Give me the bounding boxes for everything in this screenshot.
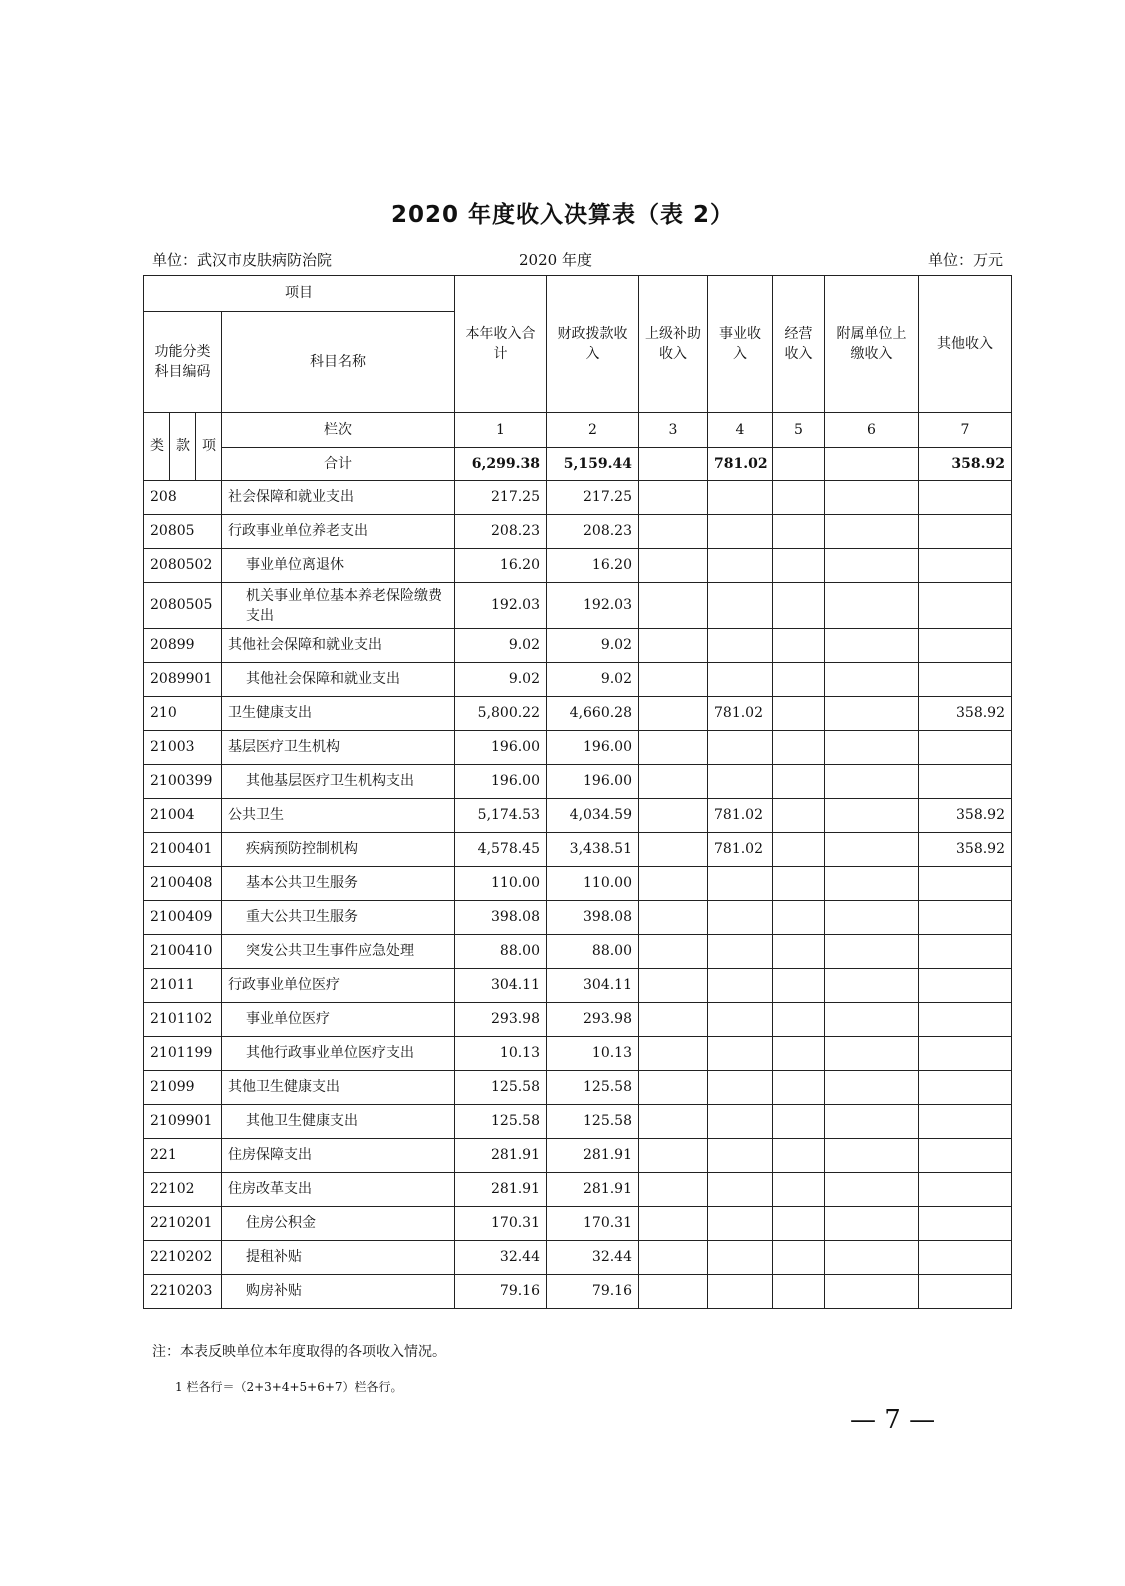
amount-cell: [919, 583, 1012, 629]
amount-cell: [825, 1105, 919, 1139]
amount-cell: [708, 1241, 773, 1275]
table-row: [144, 1105, 1012, 1139]
amount-cell: [708, 935, 773, 969]
amount-cell: [773, 583, 825, 629]
amount-cell: 281.91: [547, 1173, 639, 1207]
function-code: 2109901: [144, 1105, 222, 1139]
total-cell: [773, 448, 825, 481]
function-code: 20805: [144, 515, 222, 549]
function-code: 2080502: [144, 549, 222, 583]
amount-cell: 192.03: [547, 583, 639, 629]
amount-cell: 125.58: [455, 1071, 547, 1105]
col-number: 4: [708, 413, 773, 448]
unit-name: 单位：武汉市皮肤病防治院: [152, 251, 333, 269]
amount-cell: [919, 549, 1012, 583]
amount-cell: 196.00: [547, 731, 639, 765]
table-row: [144, 731, 1012, 765]
col-number: 6: [825, 413, 919, 448]
amount-cell: 16.20: [455, 549, 547, 583]
amount-cell: 88.00: [547, 935, 639, 969]
amount-cell: 32.44: [547, 1241, 639, 1275]
amount-cell: 304.11: [547, 969, 639, 1003]
amount-cell: [773, 1207, 825, 1241]
subject-name: 卫生健康支出: [222, 697, 455, 731]
function-code: 2100410: [144, 935, 222, 969]
amount-cell: 125.58: [547, 1105, 639, 1139]
function-code: 210: [144, 697, 222, 731]
amount-cell: 10.13: [547, 1037, 639, 1071]
header-col-3: 上级补助收入: [639, 276, 708, 413]
subject-name: 住房改革支出: [222, 1173, 455, 1207]
amount-cell: 32.44: [455, 1241, 547, 1275]
amount-cell: 170.31: [455, 1207, 547, 1241]
table-row: [144, 1173, 1012, 1207]
amount-cell: [773, 1139, 825, 1173]
amount-cell: 110.00: [547, 867, 639, 901]
amount-cell: [639, 833, 708, 867]
subject-name: 突发公共卫生事件应急处理: [222, 935, 455, 969]
amount-cell: [919, 1207, 1012, 1241]
amount-cell: [919, 1275, 1012, 1309]
amount-cell: [825, 969, 919, 1003]
amount-cell: 304.11: [455, 969, 547, 1003]
subject-name: 公共卫生: [222, 799, 455, 833]
amount-cell: [919, 515, 1012, 549]
amount-cell: [773, 1105, 825, 1139]
amount-cell: [919, 629, 1012, 663]
table-row: [144, 901, 1012, 935]
table-row: [144, 867, 1012, 901]
table-row: [144, 515, 1012, 549]
header-project: 项目: [144, 276, 455, 312]
header-col-7: 其他收入: [919, 276, 1012, 413]
amount-cell: 88.00: [455, 935, 547, 969]
amount-cell: [708, 867, 773, 901]
amount-cell: [639, 629, 708, 663]
currency-unit: 单位：万元: [928, 251, 1004, 269]
amount-cell: 16.20: [547, 549, 639, 583]
amount-cell: 4,034.59: [547, 799, 639, 833]
amount-cell: [919, 1003, 1012, 1037]
amount-cell: 9.02: [455, 663, 547, 697]
subject-name: 其他社会保障和就业支出: [222, 663, 455, 697]
amount-cell: 10.13: [455, 1037, 547, 1071]
amount-cell: 293.98: [547, 1003, 639, 1037]
total-label: 合计: [222, 448, 455, 481]
amount-cell: [919, 1173, 1012, 1207]
amount-cell: [639, 481, 708, 515]
col-number: 2: [547, 413, 639, 448]
table-row: [144, 799, 1012, 833]
table-row: [144, 1207, 1012, 1241]
table-row: [144, 629, 1012, 663]
amount-cell: [708, 969, 773, 1003]
amount-cell: 192.03: [455, 583, 547, 629]
amount-cell: [639, 663, 708, 697]
amount-cell: 398.08: [547, 901, 639, 935]
amount-cell: [708, 1071, 773, 1105]
amount-cell: [919, 935, 1012, 969]
amount-cell: [825, 481, 919, 515]
amount-cell: 5,174.53: [455, 799, 547, 833]
amount-cell: [639, 1003, 708, 1037]
header-col-2: 财政拨款收入: [547, 276, 639, 413]
amount-cell: [773, 935, 825, 969]
amount-cell: [825, 549, 919, 583]
amount-cell: [919, 867, 1012, 901]
amount-cell: [708, 1275, 773, 1309]
table-row: [144, 663, 1012, 697]
amount-cell: 9.02: [455, 629, 547, 663]
amount-cell: [919, 663, 1012, 697]
amount-cell: 358.92: [919, 697, 1012, 731]
amount-cell: 281.91: [455, 1173, 547, 1207]
amount-cell: [825, 697, 919, 731]
table-row: [144, 935, 1012, 969]
amount-cell: [773, 629, 825, 663]
amount-cell: [825, 1071, 919, 1105]
amount-cell: [639, 1207, 708, 1241]
function-code: 221: [144, 1139, 222, 1173]
header-col-6: 附属单位上缴收入: [825, 276, 919, 413]
amount-cell: [825, 799, 919, 833]
function-code: 2100401: [144, 833, 222, 867]
amount-cell: [919, 1105, 1012, 1139]
subject-name: 事业单位医疗: [222, 1003, 455, 1037]
subject-name: 机关事业单位基本养老保险缴费支出: [222, 583, 455, 629]
col-number: 7: [919, 413, 1012, 448]
income-table: [143, 275, 1012, 1309]
amount-cell: [773, 663, 825, 697]
amount-cell: [825, 1275, 919, 1309]
amount-cell: [773, 901, 825, 935]
amount-cell: [773, 1037, 825, 1071]
function-code: 21003: [144, 731, 222, 765]
amount-cell: [639, 799, 708, 833]
header-subject-name: 科目名称: [222, 312, 455, 413]
amount-cell: 781.02: [708, 833, 773, 867]
amount-cell: [773, 799, 825, 833]
col-number: 3: [639, 413, 708, 448]
amount-cell: [708, 1105, 773, 1139]
amount-cell: [773, 969, 825, 1003]
function-code: 2101199: [144, 1037, 222, 1071]
amount-cell: 170.31: [547, 1207, 639, 1241]
amount-cell: 5,800.22: [455, 697, 547, 731]
amount-cell: [825, 629, 919, 663]
subject-name: 购房补贴: [222, 1275, 455, 1309]
amount-cell: [773, 765, 825, 799]
table-formula-note: 1 栏各行＝（2+3+4+5+6+7）栏各行。: [175, 1380, 403, 1394]
amount-cell: [639, 1139, 708, 1173]
amount-cell: [708, 515, 773, 549]
total-cell: 358.92: [919, 448, 1012, 481]
amount-cell: [773, 1071, 825, 1105]
amount-cell: [708, 663, 773, 697]
total-cell: 781.02: [708, 448, 773, 481]
amount-cell: 3,438.51: [547, 833, 639, 867]
col-number: 5: [773, 413, 825, 448]
amount-cell: [639, 867, 708, 901]
total-cell: 5,159.44: [547, 448, 639, 481]
table-row: [144, 481, 1012, 515]
amount-cell: [825, 765, 919, 799]
subject-name: 行政事业单位医疗: [222, 969, 455, 1003]
fiscal-year: 2020 年度: [519, 251, 592, 269]
amount-cell: 4,660.28: [547, 697, 639, 731]
amount-cell: [773, 515, 825, 549]
amount-cell: [773, 1275, 825, 1309]
amount-cell: [708, 1207, 773, 1241]
subject-name: 其他行政事业单位医疗支出: [222, 1037, 455, 1071]
amount-cell: 79.16: [547, 1275, 639, 1309]
table-row: [144, 583, 1012, 629]
table-row: [144, 549, 1012, 583]
table-row: [144, 1139, 1012, 1173]
total-cell: 6,299.38: [455, 448, 547, 481]
amount-cell: 79.16: [455, 1275, 547, 1309]
subject-name: 重大公共卫生服务: [222, 901, 455, 935]
amount-cell: [825, 901, 919, 935]
page-number: — 7 —: [850, 1405, 936, 1435]
amount-cell: [708, 765, 773, 799]
amount-cell: 781.02: [708, 697, 773, 731]
amount-cell: [639, 1173, 708, 1207]
amount-cell: [773, 833, 825, 867]
function-code: 20899: [144, 629, 222, 663]
function-code: 2080505: [144, 583, 222, 629]
amount-cell: [825, 935, 919, 969]
function-code: 22102: [144, 1173, 222, 1207]
function-code: 2089901: [144, 663, 222, 697]
amount-cell: 781.02: [708, 799, 773, 833]
amount-cell: [825, 731, 919, 765]
col-number: 1: [455, 413, 547, 448]
amount-cell: 9.02: [547, 629, 639, 663]
subject-name: 其他社会保障和就业支出: [222, 629, 455, 663]
amount-cell: [708, 1139, 773, 1173]
amount-cell: [708, 1003, 773, 1037]
page-title: 2020 年度收入决算表（表 2）: [390, 202, 735, 228]
amount-cell: 281.91: [547, 1139, 639, 1173]
table-row: [144, 969, 1012, 1003]
amount-cell: [773, 731, 825, 765]
amount-cell: [773, 481, 825, 515]
amount-cell: 293.98: [455, 1003, 547, 1037]
header-col-4: 事业收入: [708, 276, 773, 413]
amount-cell: 125.58: [455, 1105, 547, 1139]
amount-cell: [708, 1037, 773, 1071]
amount-cell: [825, 867, 919, 901]
total-cell: [639, 448, 708, 481]
amount-cell: [639, 935, 708, 969]
amount-cell: [825, 1207, 919, 1241]
table-row: [144, 1241, 1012, 1275]
table-row: [144, 1275, 1012, 1309]
amount-cell: [919, 1139, 1012, 1173]
amount-cell: [639, 969, 708, 1003]
subject-name: 其他卫生健康支出: [222, 1105, 455, 1139]
function-code: 2100399: [144, 765, 222, 799]
amount-cell: [708, 549, 773, 583]
subject-name: 提租补贴: [222, 1241, 455, 1275]
amount-cell: [639, 1037, 708, 1071]
amount-cell: [708, 629, 773, 663]
amount-cell: [708, 1173, 773, 1207]
amount-cell: 196.00: [455, 731, 547, 765]
table-row: [144, 1071, 1012, 1105]
function-code: 2210202: [144, 1241, 222, 1275]
amount-cell: 9.02: [547, 663, 639, 697]
amount-cell: [773, 1173, 825, 1207]
subject-name: 其他基层医疗卫生机构支出: [222, 765, 455, 799]
amount-cell: [639, 515, 708, 549]
subject-name: 其他卫生健康支出: [222, 1071, 455, 1105]
table-row: [144, 697, 1012, 731]
amount-cell: 196.00: [547, 765, 639, 799]
function-code: 21011: [144, 969, 222, 1003]
amount-cell: [708, 583, 773, 629]
header-func-code: 功能分类科目编码: [144, 312, 222, 413]
amount-cell: 208.23: [547, 515, 639, 549]
function-code: 2101102: [144, 1003, 222, 1037]
amount-cell: [773, 697, 825, 731]
total-cell: [825, 448, 919, 481]
amount-cell: 398.08: [455, 901, 547, 935]
amount-cell: [773, 549, 825, 583]
amount-cell: [825, 1139, 919, 1173]
amount-cell: [773, 867, 825, 901]
amount-cell: [639, 1275, 708, 1309]
amount-cell: [639, 583, 708, 629]
amount-cell: [919, 1241, 1012, 1275]
amount-cell: [825, 1037, 919, 1071]
amount-cell: 358.92: [919, 799, 1012, 833]
subject-name: 住房保障支出: [222, 1139, 455, 1173]
amount-cell: [639, 697, 708, 731]
amount-cell: [919, 1037, 1012, 1071]
function-code: 2210203: [144, 1275, 222, 1309]
amount-cell: 110.00: [455, 867, 547, 901]
amount-cell: 217.25: [547, 481, 639, 515]
amount-cell: 358.92: [919, 833, 1012, 867]
header-xiang: 项: [196, 413, 222, 481]
amount-cell: [639, 901, 708, 935]
amount-cell: 281.91: [455, 1139, 547, 1173]
amount-cell: [825, 583, 919, 629]
amount-cell: 4,578.45: [455, 833, 547, 867]
function-code: 21099: [144, 1071, 222, 1105]
amount-cell: [919, 969, 1012, 1003]
amount-cell: [773, 1241, 825, 1275]
amount-cell: [708, 901, 773, 935]
amount-cell: [639, 549, 708, 583]
amount-cell: [919, 901, 1012, 935]
table-note: 注：本表反映单位本年度取得的各项收入情况。: [152, 1344, 446, 1360]
amount-cell: 208.23: [455, 515, 547, 549]
amount-cell: [773, 1003, 825, 1037]
column-number-label: 栏次: [222, 413, 455, 448]
table-row: [144, 765, 1012, 799]
function-code: 2210201: [144, 1207, 222, 1241]
amount-cell: [919, 1071, 1012, 1105]
amount-cell: [825, 1003, 919, 1037]
amount-cell: [708, 481, 773, 515]
subject-name: 社会保障和就业支出: [222, 481, 455, 515]
amount-cell: [919, 731, 1012, 765]
subject-name: 基本公共卫生服务: [222, 867, 455, 901]
table-row: [144, 833, 1012, 867]
amount-cell: 125.58: [547, 1071, 639, 1105]
amount-cell: [919, 481, 1012, 515]
amount-cell: [639, 1241, 708, 1275]
subject-name: 行政事业单位养老支出: [222, 515, 455, 549]
amount-cell: [825, 663, 919, 697]
amount-cell: 217.25: [455, 481, 547, 515]
table-row: [144, 1003, 1012, 1037]
header-lei: 类: [144, 413, 170, 481]
subject-name: 住房公积金: [222, 1207, 455, 1241]
header-col-5: 经营收入: [773, 276, 825, 413]
amount-cell: 196.00: [455, 765, 547, 799]
subject-name: 疾病预防控制机构: [222, 833, 455, 867]
amount-cell: [639, 1071, 708, 1105]
function-code: 21004: [144, 799, 222, 833]
amount-cell: [825, 1173, 919, 1207]
subject-name: 基层医疗卫生机构: [222, 731, 455, 765]
amount-cell: [825, 833, 919, 867]
amount-cell: [639, 1105, 708, 1139]
amount-cell: [825, 1241, 919, 1275]
function-code: 2100409: [144, 901, 222, 935]
amount-cell: [639, 731, 708, 765]
amount-cell: [825, 515, 919, 549]
header-col-1: 本年收入合计: [455, 276, 547, 413]
table-row: [144, 1037, 1012, 1071]
function-code: 208: [144, 481, 222, 515]
subject-name: 事业单位离退休: [222, 549, 455, 583]
amount-cell: [708, 731, 773, 765]
header-kuan: 款: [170, 413, 196, 481]
function-code: 2100408: [144, 867, 222, 901]
amount-cell: [639, 765, 708, 799]
amount-cell: [919, 765, 1012, 799]
